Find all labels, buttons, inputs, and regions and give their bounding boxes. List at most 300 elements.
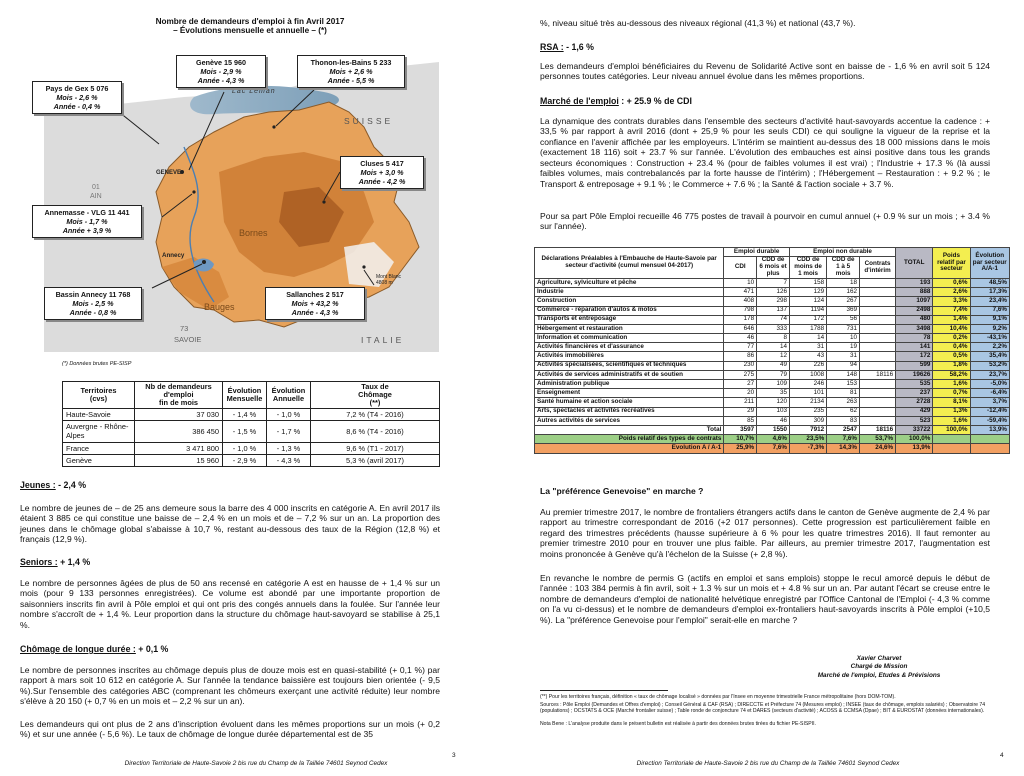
page-number: 4: [1000, 752, 1004, 759]
cell-secteur: Hébergement et restauration: [535, 324, 724, 333]
cell-value: 8: [757, 334, 790, 343]
cell-territoire: Auvergne - Rhône-Alpes: [63, 421, 135, 442]
cell-value: [860, 380, 896, 389]
cell-value: 7,4%: [933, 306, 970, 315]
col-nb-demandeurs: Nb de demandeurs d'emploi fin de mois: [135, 382, 223, 409]
cell-value: 14: [757, 343, 790, 352]
cell-value: 599: [896, 361, 933, 370]
cell-value: 480: [896, 315, 933, 324]
callout-thonon-mois: Mois + 2,6 %: [329, 67, 373, 76]
signature-department: Marché de l'emploi, Etudes & Prévisions: [817, 671, 941, 679]
cell-value: 56: [827, 315, 860, 324]
evolution-row-pad: [970, 444, 1009, 453]
cell-value: 646: [724, 324, 757, 333]
cell-total: 7912: [789, 425, 826, 434]
jeunes-label: Jeunes :: [20, 480, 56, 490]
cell-value: 48,5%: [970, 278, 1009, 287]
cell-value: 235: [789, 407, 826, 416]
town-dot-thonon: [272, 125, 275, 128]
cell-annuelle: - 1,3 %: [267, 442, 311, 454]
cell-value: 120: [757, 398, 790, 407]
jeunes-paragraph: Le nombre de jeunes de – de 25 ans demeure sous la barre des 4 000 inscrits en catégorie A. En avril 2017 ils étaient 3 885 ce qui constitue une baisse de – 2,4 % en un mois et de – 7,2 % sur un an. La proportion des jeunes dans le chômage global s'abaisse à 10,7 %, restant au-dessous des taux de la Région (12,8 %) et français (12,9 %).: [20, 503, 440, 545]
cell-value: 888: [896, 288, 933, 297]
poids-row-pad: [970, 435, 1009, 444]
label-savoie: SAVOIE: [174, 335, 202, 344]
poids-row-cell: 4,6%: [757, 435, 790, 444]
cell-value: 333: [757, 324, 790, 333]
cell-value: 1,8%: [933, 361, 970, 370]
cell-secteur: Activités financières et d'assurance: [535, 343, 724, 352]
cell-secteur: Activités immobilières: [535, 352, 724, 361]
cell-value: 29: [724, 407, 757, 416]
poids-row-cell: 100,0%: [896, 435, 933, 444]
evolution-row-cell: 14,3%: [827, 444, 860, 453]
cell-value: [860, 352, 896, 361]
cell-value: 1,6%: [933, 380, 970, 389]
town-dot-annecy: [202, 260, 206, 264]
rsa-label: RSA :: [540, 42, 564, 52]
cell-value: 10,4%: [933, 324, 970, 333]
cell-value: 275: [724, 370, 757, 379]
cell-value: 1788: [789, 324, 826, 333]
callout-annemasse-annee: Année + 3,9 %: [62, 226, 112, 235]
cell-nb: 37 030: [135, 409, 223, 421]
cell-value: [860, 306, 896, 315]
dpae-table: [534, 247, 1010, 454]
marche-paragraph-1: La dynamique des contrats durables dans l'ensemble des secteurs d'activité haut-savoyards accentue la cadence : + 33,5 % par rapport à avril 2016 (dont + 25,9 % pour les seuls CDI) ce qui souligne la vigueur de la reprise et la confiance en l'avenir affichée par les employeurs. L'intérim se maintient au-dessus des 18 000 missions dans le mois (exactement 18 116) soit + 23.7 % sur l'année. L'évolution des embauches est ainsi positive dans tous les grands secteurs économiques : Construction + 23.4 % (pour de faibles volumes il est vrai) ; l'Industrie + 17.3 % (là aussi faibles volumes, mais contrebalancés par la forte hausse de l'intérim) ; l'Hébergement – Restauration : + 9.2 % ; le Transport & entreposage + 9.1 % ; le Commerce + 7.6 % ; la Santé & l'action sociale + 3.7 %.: [540, 116, 990, 189]
callout-annemasse: [32, 205, 142, 238]
poids-row-cell: 10,7%: [724, 435, 757, 444]
cell-value: 3,3%: [933, 297, 970, 306]
marche-label: Marché de l'emploi: [540, 96, 619, 106]
cell-taux: 8,6 % (T4 - 2016): [311, 421, 440, 442]
cld-paragraph-1: Le nombre de personnes inscrites au chômage depuis plus de douze mois est en quasi-stabilité (+ 0,1 %) par rapport à mars soit 10 612 en catégorie A. Sur l'année la tendance baissière est toujours bien orientée (- 9,5 %).Sur l'ensemble des catégories ABC (comprenant les chômeurs exerçant une activité réduite) leur nombre s'élève à 20 150 (+ 0,7 % en un mois et – 2,2 % sur un an).: [20, 665, 440, 707]
cell-value: 20: [724, 389, 757, 398]
footnote-nota-bene: Nota Bene : L'analyse produite dans le présent bulletin est réalisée à partir des données brutes tirées du fichier PE-SISPII.: [540, 721, 816, 727]
callout-sallanches-mois: Mois + 43,2 %: [291, 299, 339, 308]
table-row: [535, 324, 1010, 333]
group-emploi-durable: Emploi durable: [724, 248, 790, 257]
cell-value: 77: [724, 343, 757, 352]
cell-value: 18116: [860, 370, 896, 379]
table-row: [535, 398, 1010, 407]
cell-value: [860, 416, 896, 425]
cell-secteur: Transports et entreposage: [535, 315, 724, 324]
cell-value: [860, 324, 896, 333]
cell-value: 298: [757, 297, 790, 306]
cell-secteur: Information et communication: [535, 334, 724, 343]
table-row: [535, 361, 1010, 370]
cell-value: [860, 407, 896, 416]
label-annecy: Annecy: [162, 252, 185, 259]
cell-secteur: Commerce - réparation d'autos & motos: [535, 306, 724, 315]
cell-nb: 386 450: [135, 421, 223, 442]
table-row: [63, 409, 440, 421]
rsa-heading: [540, 42, 594, 53]
town-dot-cluses: [322, 200, 325, 203]
cell-value: 14: [789, 334, 826, 343]
cell-value: -5,0%: [970, 380, 1009, 389]
page-4: [512, 0, 1024, 776]
table-row: [535, 306, 1010, 315]
cell-value: 226: [789, 361, 826, 370]
evolution-row-cell: 13,9%: [896, 444, 933, 453]
cell-annuelle: - 1,0 %: [267, 409, 311, 421]
cell-value: 81: [827, 389, 860, 398]
cell-value: 267: [827, 297, 860, 306]
cell-value: 126: [757, 288, 790, 297]
callout-cluses-name: Cluses 5 417: [360, 159, 404, 168]
footnote-sources: Sources : Pôle Emploi (Demandes et Offres d'emploi) ; Conseil Général & CAF (RSA) ; DIRECCTE et Préfecture 74 (Mesures emploi) ; INSEE (taux de chômage, emplois salariés) ; Observatoire 74 (populations) ; OCSTATS & OCE (Marché frontalier suisse) ; Table ronde de conjoncture 74 et DARES (secteurs d'activité) ; ACOSS & CCMSA (Dpae) ; BIT & EUROSTAT (données internationales).: [540, 702, 986, 715]
cell-value: 23,4%: [970, 297, 1009, 306]
label-bornes: Bornes: [239, 228, 268, 238]
cell-value: [860, 334, 896, 343]
cell-taux: 9,6 % (T1 - 2017): [311, 442, 440, 454]
cell-value: 94: [827, 361, 860, 370]
callout-pays-de-gex: [32, 81, 122, 114]
seniors-value: + 1,4 %: [57, 557, 91, 567]
marche-heading: [540, 96, 692, 107]
cell-value: 158: [789, 278, 826, 287]
cell-secteur: Agriculture, sylviculture et pêche: [535, 278, 724, 287]
callout-geneve-name: Genève 15 960: [196, 58, 246, 67]
cell-value: [860, 288, 896, 297]
table-row: [535, 288, 1010, 297]
callout-annecy-annee: Année - 0,8 %: [69, 308, 117, 317]
cell-value: 1008: [789, 370, 826, 379]
col-total: TOTAL: [896, 248, 933, 279]
table-row: [535, 352, 1010, 361]
callout-sallanches-annee: Année - 4,3 %: [291, 308, 339, 317]
col-poids: Poids relatif par secteur: [933, 248, 970, 279]
cell-nb: 15 960: [135, 454, 223, 466]
marche-paragraph-2: Pour sa part Pôle Emploi recueille 46 775 postes de travail à pourvoir en cumul annuel (+ 0.9 % sur un mois ; + 3.4 % sur l'année).: [540, 211, 990, 232]
evolution-row-cell: 7,6%: [757, 444, 790, 453]
cell-value: 230: [724, 361, 757, 370]
cell-value: 0,5%: [933, 352, 970, 361]
cell-value: 246: [789, 380, 826, 389]
label-geneve: GENEVE: [156, 170, 182, 176]
cell-value: 137: [757, 306, 790, 315]
cell-value: 10: [724, 278, 757, 287]
callout-annecy-mois: Mois - 2,5 %: [72, 299, 114, 308]
seniors-label: Seniors :: [20, 557, 58, 567]
cell-value: 9,2%: [970, 324, 1009, 333]
cell-value: 148: [827, 370, 860, 379]
cell-value: 535: [896, 380, 933, 389]
cell-value: 2,2%: [970, 343, 1009, 352]
cell-total: 100,0%: [933, 425, 970, 434]
cell-total: 33722: [896, 425, 933, 434]
cell-value: 35,4%: [970, 352, 1009, 361]
cell-total: 1550: [757, 425, 790, 434]
cell-value: 86: [724, 352, 757, 361]
cell-value: 1194: [789, 306, 826, 315]
cell-value: 85: [724, 416, 757, 425]
cell-value: 3498: [896, 324, 933, 333]
cell-mensuelle: - 1,0 %: [223, 442, 267, 454]
cld-value: + 0,1 %: [135, 644, 169, 654]
cell-value: 7: [757, 278, 790, 287]
cell-value: 18: [827, 278, 860, 287]
cell-value: 78: [896, 334, 933, 343]
col-interim: Contrats d'intérim: [860, 257, 896, 279]
cell-value: 53,2%: [970, 361, 1009, 370]
cell-value: 58,2%: [933, 370, 970, 379]
continuation-line: %, niveau situé très au-dessous des niveaux régional (41,3 %) et national (43,7 %).: [540, 18, 856, 28]
cell-value: [860, 343, 896, 352]
callout-geneve: [176, 55, 266, 88]
cell-value: 35: [757, 389, 790, 398]
cell-value: 237: [896, 389, 933, 398]
cell-mensuelle: - 1,5 %: [223, 421, 267, 442]
cell-value: 178: [724, 315, 757, 324]
cell-secteur: Santé humaine et action sociale: [535, 398, 724, 407]
cell-value: -6,4%: [970, 389, 1009, 398]
cell-value: 172: [789, 315, 826, 324]
total-row: [535, 425, 1010, 434]
cell-value: [860, 398, 896, 407]
data-source-note: (*) Données brutes PE-SISP: [62, 361, 132, 367]
callout-geneve-mois: Mois - 2,9 %: [200, 67, 242, 76]
cell-value: 23,7%: [970, 370, 1009, 379]
col-evolution: Évolution par secteur A/A-1: [970, 248, 1009, 279]
cell-value: 798: [724, 306, 757, 315]
label-mont-blanc: Mont Blanc 4808 m: [376, 274, 402, 287]
cell-value: 2,6%: [933, 288, 970, 297]
cld-heading: [20, 644, 168, 655]
label-ain: 01 AIN: [90, 184, 102, 200]
label-73: 73: [180, 324, 189, 333]
cell-territoire: Haute-Savoie: [63, 409, 135, 421]
table-row: [535, 315, 1010, 324]
callout-annecy-name: Bassin Annecy 11 768: [55, 290, 131, 299]
table-row: [535, 334, 1010, 343]
marche-value: : + 25.9 % de CDI: [618, 96, 692, 106]
cell-value: 172: [896, 352, 933, 361]
col-evol-annuelle: Évolution Annuelle: [267, 382, 311, 409]
cell-value: -59,4%: [970, 416, 1009, 425]
table-row: [535, 278, 1010, 287]
cell-secteur: Activités spécialisées, scientifiques et techniques: [535, 361, 724, 370]
cell-value: 153: [827, 380, 860, 389]
cell-value: 1,6%: [933, 416, 970, 425]
cell-value: 0,2%: [933, 334, 970, 343]
cell-value: 211: [724, 398, 757, 407]
dpae-title: Déclarations Préalables à l'Embauche de Haute-Savoie par secteur d'activité (cumul mensuel 04-2017): [535, 248, 724, 279]
cell-value: [860, 278, 896, 287]
poids-row-cell: 23,5%: [789, 435, 826, 444]
poids-row-cell: 7,6%: [827, 435, 860, 444]
group-emploi-non-durable: Emploi non durable: [789, 248, 895, 257]
label-lac-leman: Lac Léman: [232, 88, 276, 95]
cell-value: 83: [827, 416, 860, 425]
cell-value: 1,4%: [933, 315, 970, 324]
cell-value: 9,1%: [970, 315, 1009, 324]
territories-header-row: [63, 382, 440, 409]
callout-annemasse-name: Annemasse - VLG 11 441: [44, 208, 130, 217]
cell-annuelle: - 4,3 %: [267, 454, 311, 466]
seniors-paragraph: Le nombre de personnes âgées de plus de 50 ans recensé en catégorie A est en hausse de + 1,4 % sur un mois (pour 9 133 personnes enregistrées). Ce volume est abondé par une importante proportion de saisonniers inscrits fin avril à Pôle emploi et qui ont pris des congés annuels dans la foulée. Sur l'année leur nombre s'accroît de + 1,4 %. Leur proportion dans la structure du chômage haut-savoyard se stabilise à 25,1 %.: [20, 578, 440, 630]
callout-annemasse-mois: Mois - 1,7 %: [66, 217, 108, 226]
cell-value: 0,7%: [933, 389, 970, 398]
poids-row-pad: [933, 435, 970, 444]
cell-value: 1,3%: [933, 407, 970, 416]
cell-mensuelle: - 2,9 %: [223, 454, 267, 466]
cell-total: 18116: [860, 425, 896, 434]
cell-value: [860, 389, 896, 398]
territories-table: [62, 381, 440, 467]
callout-gex-annee: Année - 0,4 %: [53, 102, 101, 111]
cell-value: 1097: [896, 297, 933, 306]
callout-gex-mois: Mois - 2,6 %: [56, 93, 98, 102]
cell-nb: 3 471 800: [135, 442, 223, 454]
cell-territoire: Genève: [63, 454, 135, 466]
cell-value: 46: [757, 416, 790, 425]
label-italie: ITALIE: [361, 335, 405, 345]
page-number: 3: [452, 752, 456, 759]
signature-name: Xavier Charvet: [856, 655, 902, 662]
geneve-paragraph-1: Au premier trimestre 2017, le nombre de frontaliers étrangers actifs dans le canton de Genève augmente de 2,4 % par rapport au trimestre correspondant de 2016 (+2 017 personnes). Cette progression est particulièrement faible en regard des trimestres précédents (hausse supérieure à 6 % pour les quatre trimestres 2016). Il faut remonter au premier trimestre 2010 pour en trouver une plus faible. Par ailleurs, au premier trimestre 2017, l'augmentation est moins prononcée à Genève qu'à l'échelon de la Suisse (+ 2,8 %).: [540, 507, 990, 559]
cell-value: 193: [896, 278, 933, 287]
callout-cluses-mois: Mois + 3,0 %: [360, 168, 404, 177]
cell-value: 74: [757, 315, 790, 324]
cell-secteur: Administration publique: [535, 380, 724, 389]
cell-value: 31: [789, 343, 826, 352]
table-row: [63, 421, 440, 442]
cell-value: 408: [724, 297, 757, 306]
poids-row-cell: 53,7%: [860, 435, 896, 444]
col-evol-mensuelle: Évolution Mensuelle: [223, 382, 267, 409]
map-title: [60, 17, 440, 36]
cell-value: 46: [724, 334, 757, 343]
cell-value: [860, 361, 896, 370]
poids-row-label: Poids relatif des types de contrats: [535, 435, 724, 444]
cell-value: 162: [827, 288, 860, 297]
evolution-row-cell: 24,6%: [860, 444, 896, 453]
cell-value: 129: [789, 288, 826, 297]
cell-value: 19626: [896, 370, 933, 379]
cell-secteur: Arts, spectacles et activités récréatives: [535, 407, 724, 416]
evolution-row-pad: [933, 444, 970, 453]
page-footer: Direction Territoriale de Haute-Savoie 2 bis rue du Champ de la Taillée 74601 Seynod Cedex: [636, 760, 900, 768]
cell-value: 2728: [896, 398, 933, 407]
cell-value: 103: [757, 407, 790, 416]
signature-role: Chargé de Mission: [850, 663, 908, 671]
evolution-row-cell: 25,9%: [724, 444, 757, 453]
callout-thonon-name: Thonon-les-Bains 5 233: [310, 58, 392, 67]
cell-value: 17,3%: [970, 288, 1009, 297]
cell-value: 19: [827, 343, 860, 352]
cell-value: 263: [827, 398, 860, 407]
col-territoires: Territoires (cvs): [63, 382, 135, 409]
geneve-paragraph-2: En revanche le nombre de permis G (actifs en emploi et sans emplois) stoppe le recul amorcé depuis le début de l'année : 103 384 permis à fin avril, soit + 1.3 % sur un mois et + 4.8 % sur un an. Par autant l'écart se creuse entre le nombre de demandeurs d'emploi de nationalité helvétique enregistré par l'Office Cantonal de l'Emploi (- 4,3 % comme on l'a vu ci-dessus) et le nombre de demandeurs d'emploi ex-frontaliers haut-savoyards inscrits à Pôle emploi (+10,5 %). La "préférence Genevoise pour l'emploi" serait-elle en marche ?: [540, 573, 990, 625]
cell-value: 523: [896, 416, 933, 425]
cell-total: 3597: [724, 425, 757, 434]
cell-value: -43,1%: [970, 334, 1009, 343]
cell-territoire: France: [63, 442, 135, 454]
cell-taux: 7,2 % (T4 - 2016): [311, 409, 440, 421]
geneve-heading: La "préférence Genevoise" en marche ?: [540, 486, 704, 496]
evolution-row: [535, 444, 1010, 453]
table-row: [63, 454, 440, 466]
callout-cluses-annee: Année - 4,2 %: [358, 177, 406, 186]
col-cdd15: CDD de 1 à 5 mois: [827, 257, 860, 279]
cell-value: 0,4%: [933, 343, 970, 352]
cell-value: 10: [827, 334, 860, 343]
cell-secteur: Industrie: [535, 288, 724, 297]
cell-value: -12,4%: [970, 407, 1009, 416]
col-cdd1: CDD de moins de 1 mois: [789, 257, 826, 279]
evolution-row-label: Evolution A / A-1: [535, 444, 724, 453]
callout-sallanches: [265, 287, 365, 320]
footnote-taux: (**) Pour les territoires français, définition « taux de chômage localisé » données par l'Insee en moyenne trimestrielle France métropolitaine (hors DOM-TOM).: [540, 694, 896, 700]
cell-value: 8,1%: [933, 398, 970, 407]
cell-secteur: Autres activités de services: [535, 416, 724, 425]
table-row: [535, 389, 1010, 398]
cell-value: 731: [827, 324, 860, 333]
map-subtitle: – Évolutions mensuelle et annuelle – (*): [173, 26, 327, 36]
cell-taux: 5,3 % (avril 2017): [311, 454, 440, 466]
cell-value: 62: [827, 407, 860, 416]
cell-value: 79: [757, 370, 790, 379]
table-row: [535, 343, 1010, 352]
seniors-heading: [20, 557, 90, 568]
cell-value: 429: [896, 407, 933, 416]
map-title-line: Nombre de demandeurs d'emploi à fin Avril 2017: [155, 17, 345, 26]
col-taux-chomage: Taux de Chômage (**): [311, 382, 440, 409]
signature-block: [774, 655, 984, 680]
table-row: [535, 297, 1010, 306]
callout-sallanches-name: Sallanches 2 517: [286, 290, 344, 299]
cell-value: 109: [757, 380, 790, 389]
cell-total: 2547: [827, 425, 860, 434]
cell-value: 101: [789, 389, 826, 398]
callout-thonon: [297, 55, 405, 88]
callout-bassin-annecy: [44, 287, 142, 320]
cell-value: 7,6%: [970, 306, 1009, 315]
footnote-divider: [540, 690, 668, 691]
cell-value: 12: [757, 352, 790, 361]
cell-value: 0,6%: [933, 278, 970, 287]
callout-gex-name: Pays de Gex 5 076: [45, 84, 109, 93]
rsa-paragraph: Les demandeurs d'emploi bénéficiaires du Revenu de Solidarité Active sont en baisse de - 1,6 % en avril soit 5 124 personnes toutes catégories. Leur niveau annuel évolue dans les mêmes proportions.: [540, 61, 990, 82]
callout-cluses: [340, 156, 424, 189]
town-dot-sallanches: [362, 265, 365, 268]
table-row: [63, 442, 440, 454]
table-row: [535, 370, 1010, 379]
col-cdi: CDI: [724, 257, 757, 279]
cell-total: 13,9%: [970, 425, 1009, 434]
cell-value: 471: [724, 288, 757, 297]
cell-value: [860, 297, 896, 306]
cell-mensuelle: - 1,4 %: [223, 409, 267, 421]
town-dot-annemasse: [192, 190, 195, 193]
callout-thonon-annee: Année - 5,5 %: [327, 76, 375, 85]
page-footer: Direction Territoriale de Haute-Savoie 2 bis rue du Champ de la Taillée 74601 Seynod Cedex: [124, 760, 388, 768]
cell-value: 3,7%: [970, 398, 1009, 407]
callout-geneve-annee: Année - 4,3 %: [197, 76, 245, 85]
poids-row: [535, 435, 1010, 444]
dpae-body: [535, 278, 1010, 453]
cell-annuelle: - 1,7 %: [267, 421, 311, 442]
cell-secteur: Enseignement: [535, 389, 724, 398]
cld-label: Chômage de longue durée :: [20, 644, 136, 654]
cell-value: 141: [896, 343, 933, 352]
cell-value: [860, 315, 896, 324]
cell-secteur: Construction: [535, 297, 724, 306]
label-bauges: Bauges: [204, 302, 235, 312]
